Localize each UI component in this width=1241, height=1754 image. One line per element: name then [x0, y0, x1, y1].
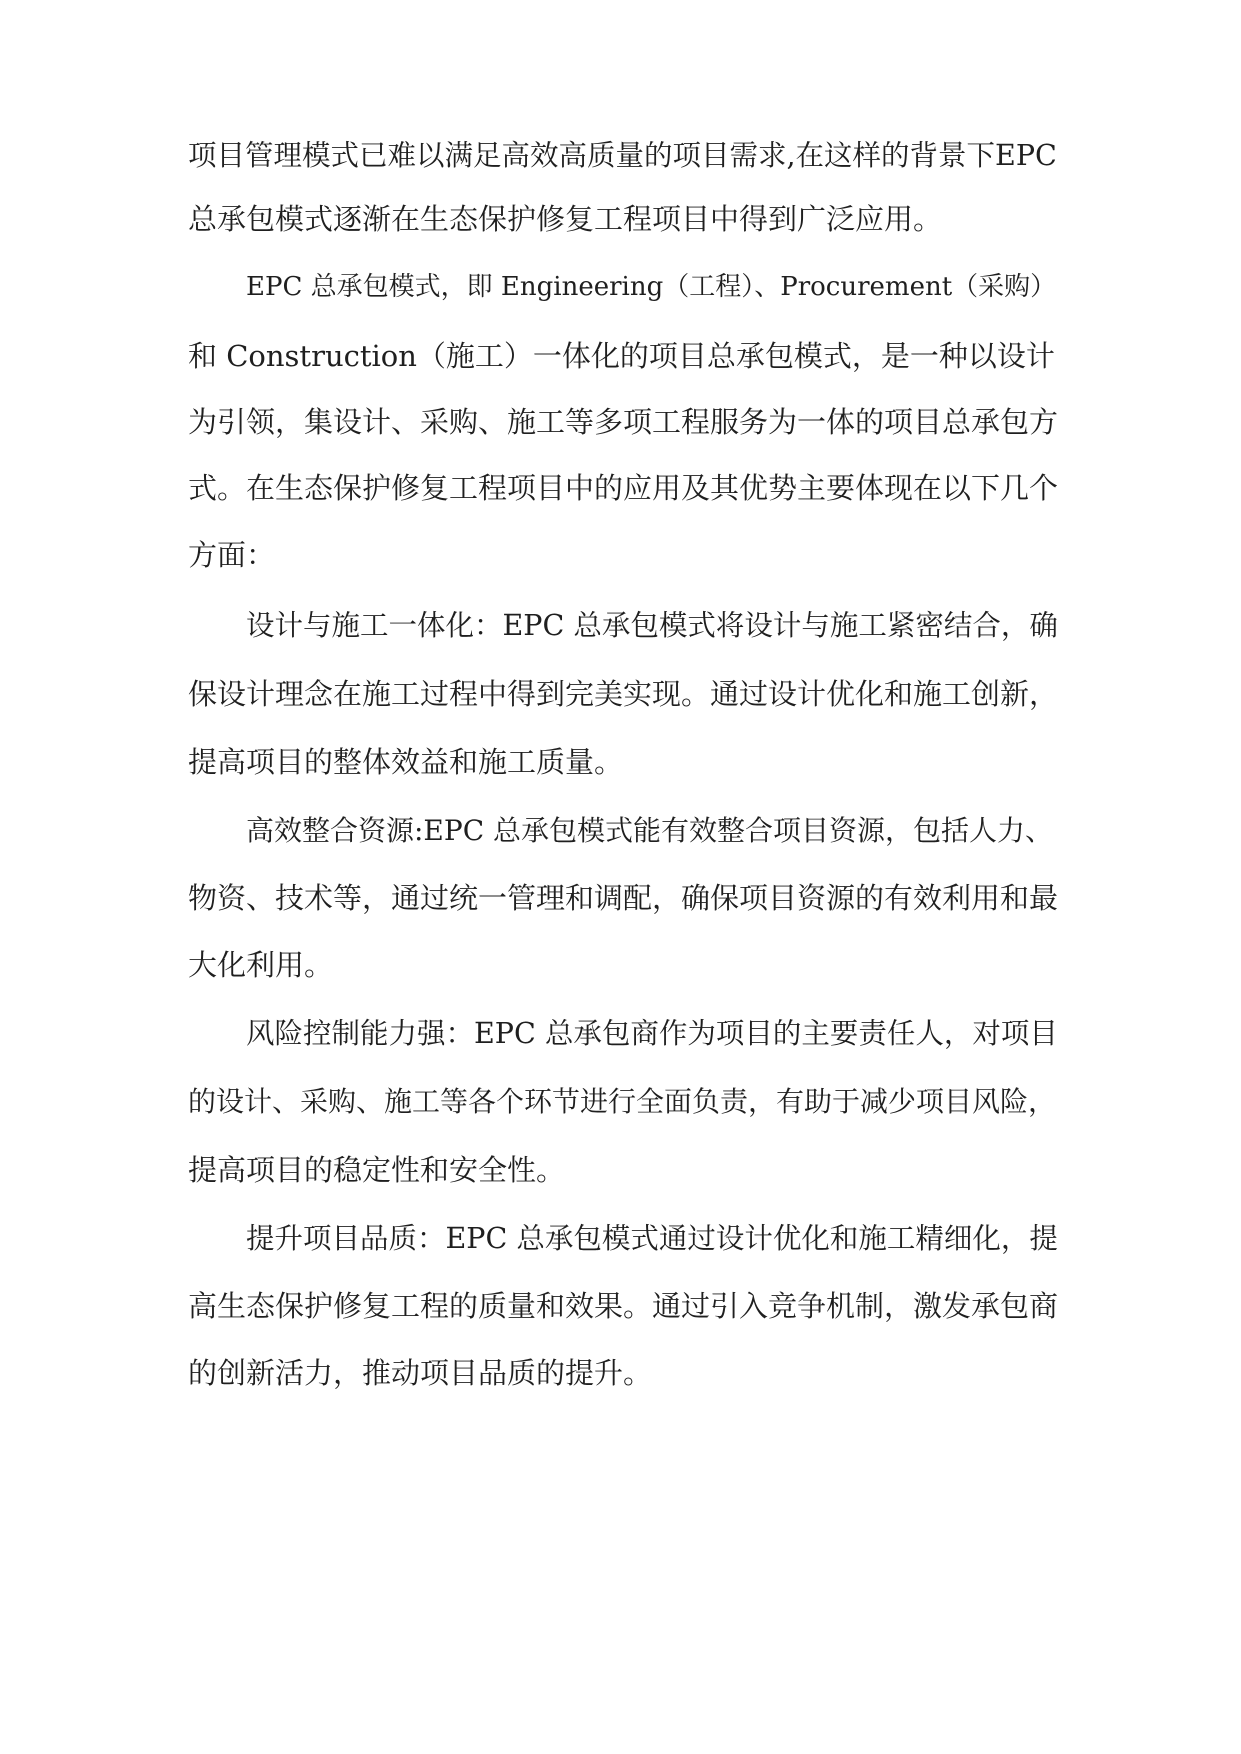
- paragraph-4-line-1: 高效整合资源:EPC 总承包模式能有效整合项目资源，包括人力、: [246, 814, 1054, 847]
- paragraph-5-line-3: 提高项目的稳定性和安全性。: [188, 1153, 566, 1187]
- paragraph-5-line-2: 的设计、采购、施工等各个环节进行全面负责，有助于减少项目风险，: [188, 1085, 1057, 1118]
- paragraph-6-line-2: 高生态保护修复工程的质量和效果。通过引入竞争机制，激发承包商: [188, 1289, 1058, 1323]
- paragraph-3-line-1: 设计与施工一体化：EPC 总承包模式将设计与施工紧密结合，确: [246, 609, 1058, 642]
- paragraph-3-line-3: 提高项目的整体效益和施工质量。: [188, 745, 624, 779]
- paragraph-2-line-3: 为引领，集设计、采购、施工等多项工程服务为一体的项目总承包方: [188, 405, 1058, 439]
- paragraph-2-line-1: EPC 总承包模式，即 Engineering（工程）、Procurement（采购）: [246, 272, 1057, 302]
- paragraph-3-line-2: 保设计理念在施工过程中得到完美实现。通过设计优化和施工创新，: [188, 677, 1058, 711]
- paragraph-6-line-3: 的创新活力，推动项目品质的提升。: [188, 1356, 653, 1390]
- paragraph-1-line-2: 总承包模式逐渐在生态保护修复工程项目中得到广泛应用。: [188, 202, 943, 236]
- paragraph-4-line-2: 物资、技术等，通过统一管理和调配，确保项目资源的有效利用和最: [188, 881, 1058, 915]
- paragraph-6-line-1: 提升项目品质：EPC 总承包模式通过设计优化和施工精细化，提: [246, 1222, 1058, 1255]
- paragraph-1-line-1: 项目管理模式已难以满足高效高质量的项目需求,在这样的背景下EPC: [188, 139, 1057, 172]
- paragraph-4-line-3: 大化利用。: [188, 948, 334, 982]
- paragraph-2-line-4: 式。在生态保护修复工程项目中的应用及其优势主要体现在以下几个: [188, 471, 1058, 505]
- paragraph-2-line-5: 方面：: [188, 538, 276, 572]
- paragraph-2-line-2: 和 Construction（施工）一体化的项目总承包模式，是一种以设计: [188, 339, 1055, 373]
- paragraph-5-line-1: 风险控制能力强：EPC 总承包商作为项目的主要责任人，对项目: [246, 1017, 1058, 1050]
